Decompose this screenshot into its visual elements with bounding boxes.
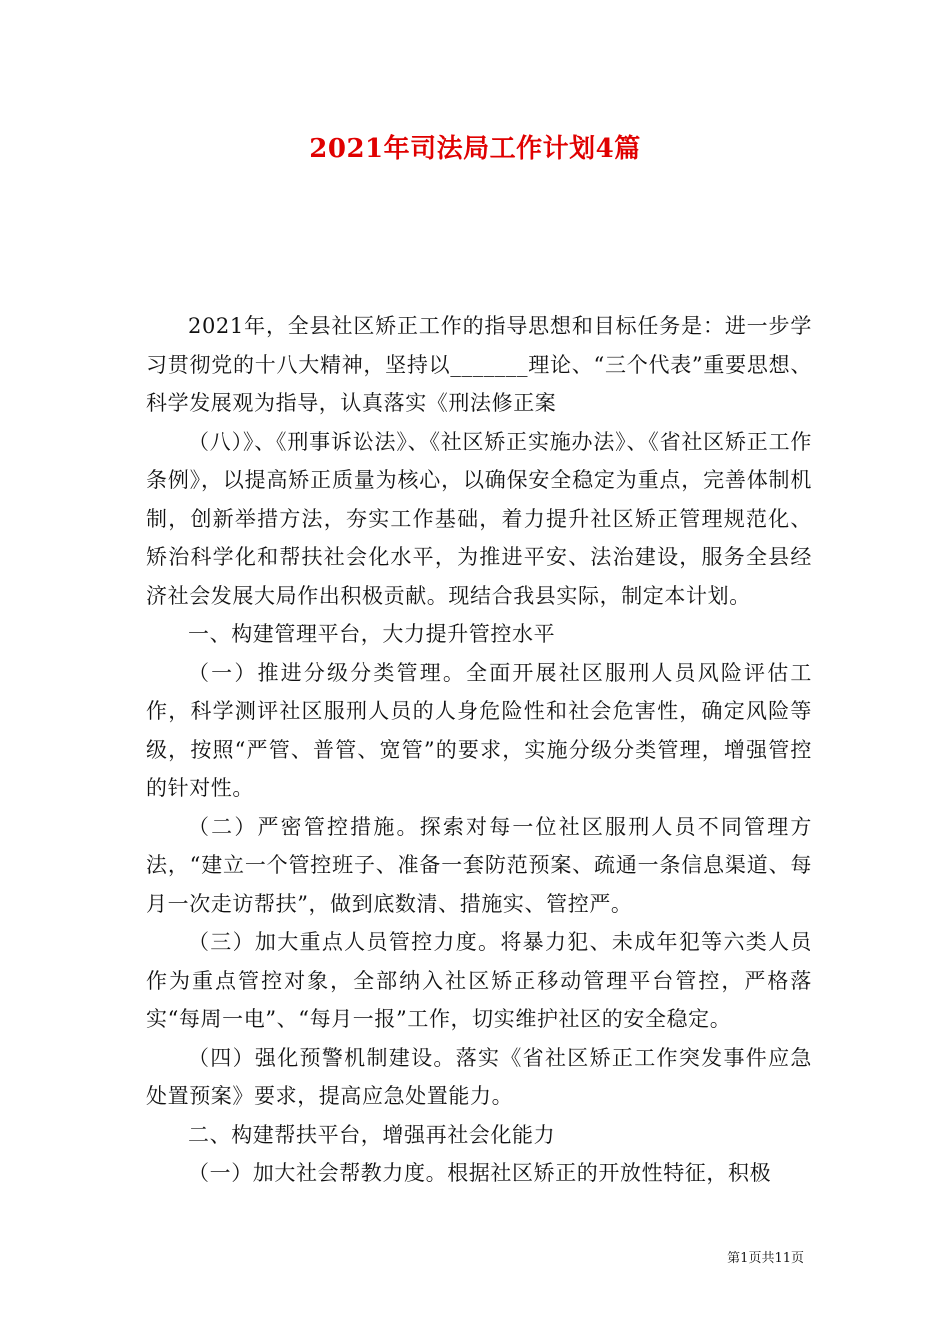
paragraph: （一）推进分级分类管理。全面开展社区服刑人员风险评估工作，科学测评社区服刑人员的人身危险性和社会危害性，确定风险等级，按照“严管、普管、宽管”的要求，实施分级分类管理，增强管控的针对性。 [146, 660, 812, 800]
paragraph: 2021年，全县社区矫正工作的指导思想和目标任务是：进一步学习贯彻党的十八大精神，坚持以_______理论、“三个代表”重要思想、科学发展观为指导，认真落实《刑法修正案 [146, 314, 812, 415]
paragraph: （一）加大社会帮教力度。根据社区矫正的开放性特征，积极 [188, 1161, 772, 1185]
paragraph: （三）加大重点人员管控力度。将暴力犯、未成年犯等六类人员作为重点管控对象，全部纳入社区矫正移动管理平台管控，严格落实“每周一电”、“每月一报”工作，切实维护社区的安全稳定。 [146, 930, 812, 1031]
document-title: 2021年司法局工作计划4篇 [309, 134, 641, 164]
section-heading: 一、构建管理平台，大力提升管控水平 [188, 622, 556, 646]
section-heading: 二、构建帮扶平台，增强再社会化能力 [188, 1122, 556, 1147]
document-body [146, 307, 812, 1193]
page-number-footer: 第1页共11页 [727, 1251, 804, 1266]
paragraph: （二）严密管控措施。探索对每一位社区服刑人员不同管理方法，“建立一个管控班子、准备一套防范预案、疏通一条信息渠道、每月一次走访帮扶”，做到底数清、措施实、管控严。 [146, 814, 812, 916]
paragraph: （四）强化预警机制建设。落实《省社区矫正工作突发事件应急处置预案》要求，提高应急处置能力。 [146, 1045, 812, 1108]
paragraph: （八）》、《刑事诉讼法》、《社区矫正实施办法》、《省社区矫正工作条例》，以提高矫正质量为核心，以确保安全稳定为重点，完善体制机制，创新举措方法，夯实工作基础，着力提升社区矫正管理规范化、矫治科学化和帮扶社会化水平，为推进平安、法治建设，服务全县经济社会发展大局作出积极贡献。现结合我县实际，制定本计划。 [146, 429, 812, 608]
